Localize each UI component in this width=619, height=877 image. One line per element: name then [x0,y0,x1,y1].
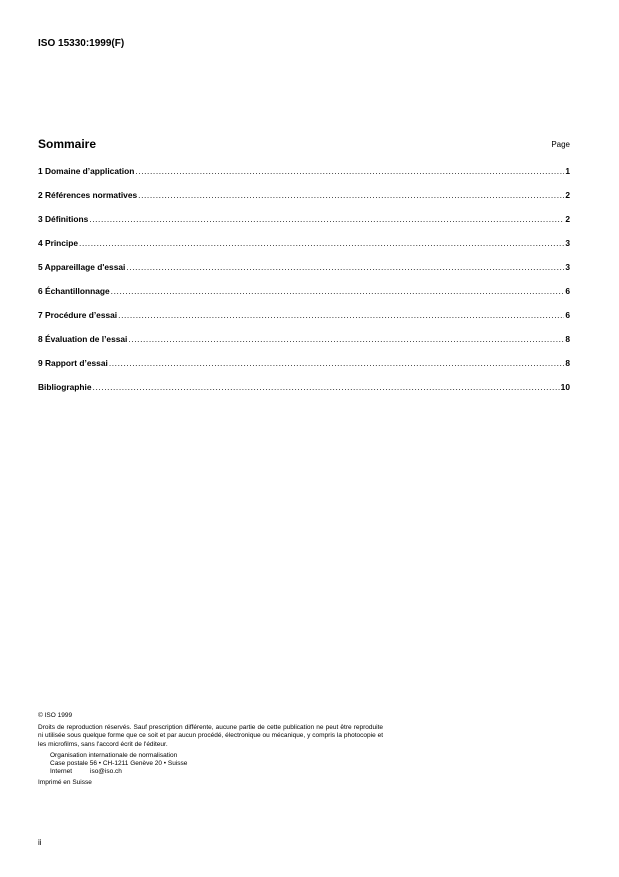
toc-entry-label: 6 Échantillonnage [38,286,110,296]
toc-entry-page: 8 [565,358,570,368]
toc-entry[interactable] [38,358,570,382]
toc-entry-page: 8 [565,334,570,344]
toc-entry-page: 6 [565,310,570,320]
toc-entry-page: 2 [565,214,570,224]
toc-leader-dots [79,238,564,248]
copyright-line: © ISO 1999 [38,712,73,719]
toc-leader-dots [93,382,560,392]
org-name: Organisation internationale de normalisation [50,751,178,759]
toc-entry[interactable] [38,382,570,406]
toc-entry-page: 2 [565,190,570,200]
toc-entry[interactable] [38,262,570,286]
toc-entry[interactable] [38,286,570,310]
toc-entry-page: 1 [565,166,570,176]
toc-entry-page: 3 [565,262,570,272]
printed-in: Imprimé en Suisse [38,779,92,787]
toc-entry-page: 10 [560,382,570,392]
toc-entry-label: 5 Appareillage d'essai [38,262,126,272]
toc-entry[interactable] [38,166,570,190]
document-id-header: ISO 15330:1999(F) [38,38,125,49]
toc-leader-dots [126,262,564,272]
toc-entry-label: 4 Principe [38,238,79,248]
toc-leader-dots [128,334,564,344]
toc-entry-label: 3 Définitions [38,214,89,224]
copyright-notice [38,712,383,788]
email-link[interactable]: iso@iso.ch [90,768,122,776]
toc-entry-label: 7 Procédure d’essai [38,310,118,320]
toc-entry[interactable] [38,310,570,334]
toc-title: Sommaire [38,137,97,151]
toc-entry-label: 8 Évaluation de l’essai [38,334,128,344]
page-number: ii [38,838,42,847]
publisher-address [50,752,383,777]
postal-address: Case postale 56 • CH-1211 Genève 20 • Suisse [50,760,188,768]
toc-leader-dots [109,358,565,368]
toc-entry-label: 1 Domaine d’application [38,166,135,176]
toc-entry-page: 3 [565,238,570,248]
toc-entry[interactable] [38,238,570,262]
toc-leader-dots [135,166,564,176]
toc-entry-label: 2 Références normatives [38,190,138,200]
toc-entry[interactable] [38,190,570,214]
internet-line [50,768,383,776]
toc-entry-label: Bibliographie [38,382,92,392]
toc-entry[interactable] [38,334,570,358]
toc-leader-dots [138,190,564,200]
table-of-contents [38,166,570,406]
toc-leader-dots [118,310,564,320]
toc-leader-dots [89,214,564,224]
toc-entry-page: 6 [565,286,570,296]
toc-leader-dots [111,286,565,296]
toc-entry[interactable] [38,214,570,238]
toc-entry-label: 9 Rapport d’essai [38,358,108,368]
internet-label: Internet [50,768,73,776]
rights-statement: Droits de reproduction réservés. Sauf prescription différente, aucune partie de cette publication ne peut être reproduite ni utilisée sous quelque forme que ce soit et par aucun procédé, électronique ou mécanique, y compris la photocopie et les microfilms, sans l'accord écrit de l'éditeur. [38,724,383,748]
toc-page-label: Page [551,140,570,149]
